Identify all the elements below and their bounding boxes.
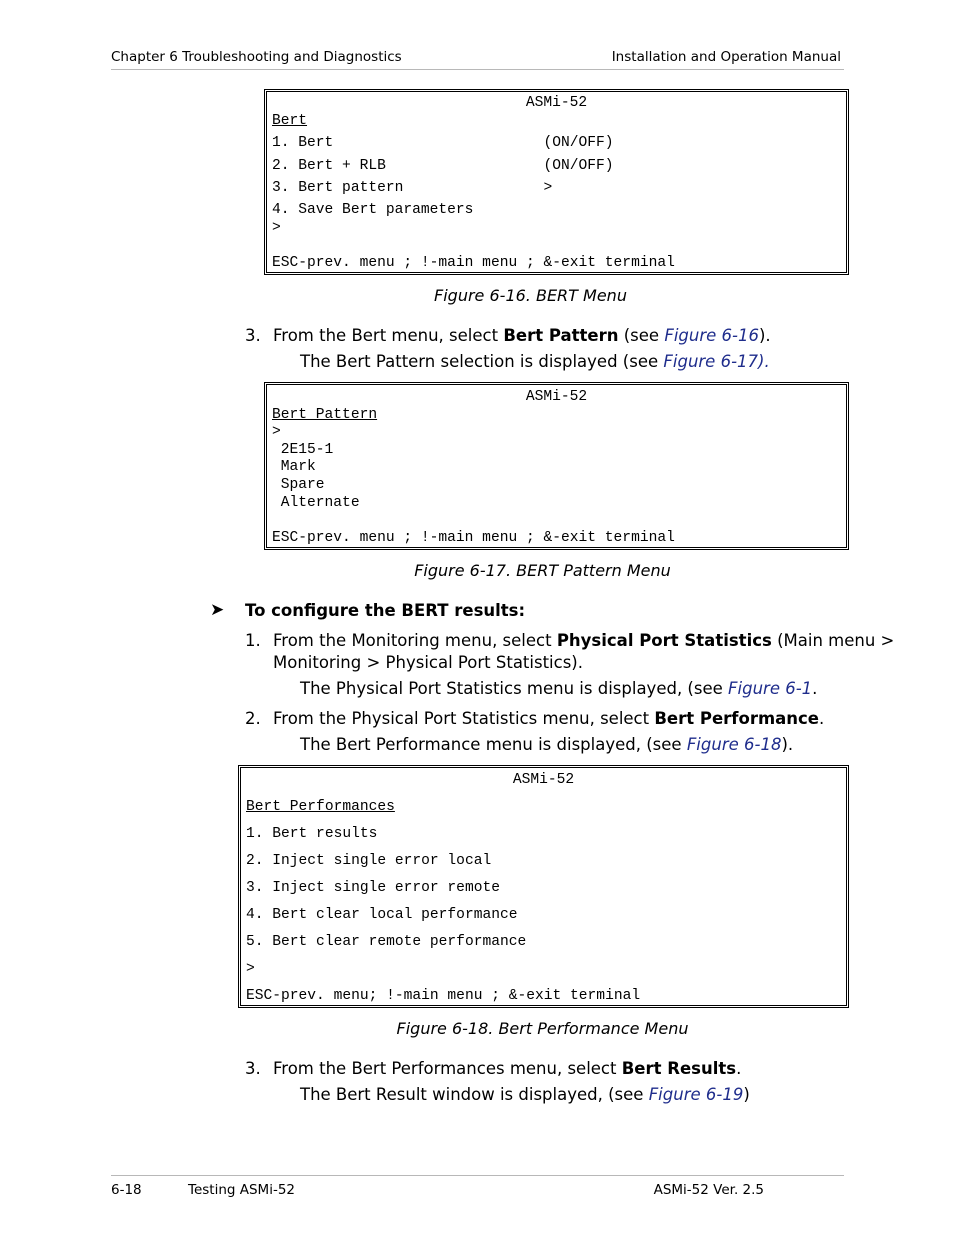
step-text: From the Bert Performances menu, select Bert Results.: [273, 1059, 742, 1078]
running-header-chapter: Chapter 6 Troubleshooting and Diagnostics: [111, 49, 402, 65]
terminal-screen-bert-menu: [264, 89, 849, 275]
terminal-line: 3. Bert pattern >: [272, 180, 553, 196]
terminal-screen-bert-pattern: [264, 382, 849, 550]
step-result-note: The Bert Pattern selection is displayed (see Figure 6-17).: [300, 352, 770, 371]
footer-product: ASMi-52 Ver. 2.5: [653, 1182, 764, 1198]
terminal-title: ASMi-52: [525, 95, 588, 111]
figure-link[interactable]: Figure 6-1: [728, 679, 813, 698]
procedure-arrow-icon: ➤: [210, 600, 225, 620]
figure-caption: Figure 6-18. Bert Performance Menu: [396, 1019, 689, 1038]
terminal-menu-name: Bert Performances: [246, 799, 395, 815]
step-result-note: The Bert Result window is displayed, (see Figure 6-19): [300, 1085, 750, 1104]
terminal-prompt: >: [272, 424, 281, 440]
terminal-menu-name: Bert Pattern: [272, 407, 378, 423]
terminal-menu-name: Bert: [272, 113, 308, 129]
terminal-line: 5. Bert clear remote performance: [246, 934, 527, 950]
step-text-continued: Monitoring > Physical Port Statistics).: [273, 653, 583, 672]
step-number: 2.: [245, 709, 261, 728]
running-header-manual: Installation and Operation Manual: [611, 49, 841, 65]
terminal-line: 4. Save Bert parameters: [272, 202, 474, 218]
step-text: From the Monitoring menu, select Physical Port Statistics (Main menu >: [273, 631, 895, 650]
terminal-footer: ESC-prev. menu; !-main menu ; &-exit terminal: [246, 988, 641, 1004]
figure-link[interactable]: Figure 6-18: [686, 735, 782, 754]
step-result-note: The Physical Port Statistics menu is displayed, (see Figure 6-1.: [300, 679, 818, 698]
footer-page-number: 6-18: [111, 1182, 142, 1198]
figure-link[interactable]: Figure 6-19: [648, 1085, 744, 1104]
footer-section: Testing ASMi-52: [188, 1182, 296, 1198]
step-number: 1.: [245, 631, 261, 650]
terminal-line: 3. Inject single error remote: [246, 880, 500, 896]
footer-rule: [111, 1175, 844, 1176]
figure-caption: Figure 6-16. BERT Menu: [434, 286, 627, 305]
terminal-line: 4. Bert clear local performance: [246, 907, 518, 923]
terminal-title: ASMi-52: [512, 772, 575, 788]
terminal-line: 1. Bert (ON/OFF): [272, 135, 614, 151]
step-number: 3.: [245, 1059, 261, 1078]
terminal-option: Mark: [272, 459, 316, 475]
terminal-prompt: >: [272, 220, 281, 236]
terminal-footer: ESC-prev. menu ; !-main menu ; &-exit terminal: [272, 255, 675, 271]
figure-caption: Figure 6-17. BERT Pattern Menu: [414, 561, 671, 580]
figure-link[interactable]: Figure 6-16: [664, 326, 759, 345]
step-text: From the Physical Port Statistics menu, select Bert Performance.: [273, 709, 825, 728]
terminal-prompt: >: [246, 961, 255, 977]
terminal-title: ASMi-52: [525, 389, 588, 405]
step-result-note: The Bert Performance menu is displayed, (see Figure 6-18).: [300, 735, 794, 754]
terminal-line: 1. Bert results: [246, 826, 378, 842]
procedure-title: To configure the BERT results:: [245, 601, 526, 620]
terminal-footer: ESC-prev. menu ; !-main menu ; &-exit terminal: [272, 530, 675, 546]
terminal-option: Spare: [272, 477, 325, 493]
header-rule: [111, 69, 844, 70]
terminal-option: 2E15-1: [272, 442, 334, 458]
terminal-line: 2. Inject single error local: [246, 853, 492, 869]
terminal-option: Alternate: [272, 495, 360, 511]
step-number: 3.: [245, 326, 261, 345]
figure-link[interactable]: Figure 6-17).: [663, 352, 770, 371]
terminal-line: 2. Bert + RLB (ON/OFF): [272, 158, 614, 174]
terminal-screen-bert-performance: [238, 765, 849, 1008]
step-text: From the Bert menu, select Bert Pattern (see Figure 6-16).: [273, 326, 771, 345]
